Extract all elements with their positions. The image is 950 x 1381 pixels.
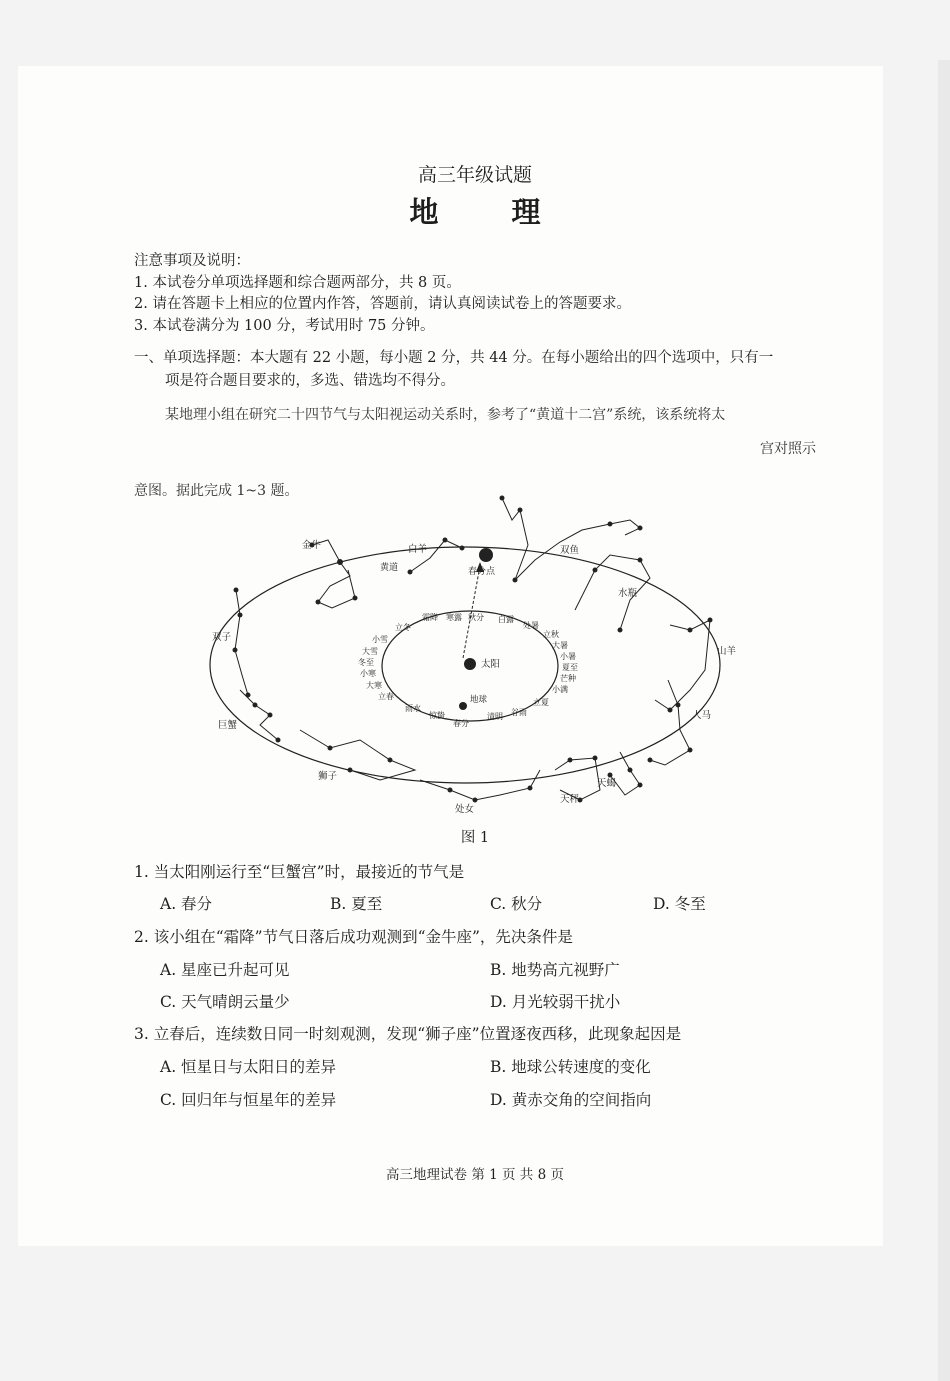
earth-marker: [459, 702, 467, 710]
svg-text:谷雨: 谷雨: [511, 708, 527, 717]
note-item: 2. 请在答题卡上相应的位置内作答，答题前，请认真阅读试卷上的答题要求。: [134, 296, 631, 312]
note-item: 1. 本试卷分单项选择题和综合题两部分，共 8 页。: [134, 275, 461, 291]
label-tiancheng: 天秤: [560, 794, 580, 805]
intro-line-cropped: 某地理小组在研究二十四节气与太阳视运动关系时，参考了“黄道十二宫”系统，该系统将太: [165, 407, 726, 423]
option-d[interactable]: D. 月光较弱干扰小: [490, 993, 621, 1011]
option-b[interactable]: B. 地球公转速度的变化: [490, 1058, 651, 1076]
intro-line-cropped: [134, 480, 298, 490]
option-a[interactable]: A. 恒星日与太阳日的差异: [160, 1058, 337, 1076]
svg-text:惊蛰: 惊蛰: [429, 711, 445, 720]
svg-text:霜降: 霜降: [422, 613, 438, 622]
solar-term-labels: [358, 612, 578, 728]
option-a[interactable]: A. 星座已升起可见: [160, 961, 290, 979]
svg-text:夏至: 夏至: [562, 663, 578, 672]
label-chunv: 处女: [455, 804, 475, 815]
page-footer: 高三地理试卷 第 1 页 共 8 页: [386, 1167, 564, 1183]
svg-text:白露: 白露: [498, 615, 514, 624]
question-stem: 1. 当太阳刚运行至“巨蟹宫”时，最接近的节气是: [134, 863, 465, 881]
svg-text:清明: 清明: [487, 712, 503, 721]
label-juxie: 巨蟹: [218, 720, 238, 731]
svg-text:春分: 春分: [453, 719, 469, 728]
svg-text:冬至: 冬至: [358, 658, 374, 667]
label-shuangzi: 双子: [212, 632, 232, 643]
equinox-line: [463, 566, 480, 658]
note-item: 3. 本试卷满分为 100 分，考试用时 75 分钟。: [134, 318, 435, 334]
section-heading-cont: 项是符合题目要求的，多选、错选均不得分。: [165, 373, 455, 389]
svg-text:秋分: 秋分: [468, 613, 484, 622]
svg-text:立冬: 立冬: [395, 623, 411, 632]
notes-heading: 注意事项及说明：: [134, 253, 250, 269]
label-shanyang: 山羊: [717, 646, 737, 657]
svg-text:立秋: 立秋: [543, 630, 559, 639]
svg-text:小寒: 小寒: [360, 669, 376, 678]
earth-label: 地球: [470, 695, 488, 705]
exam-title: 地 理: [409, 195, 563, 229]
svg-text:大雪: 大雪: [362, 647, 378, 656]
intro-line-fragment: 宫对照示: [760, 441, 816, 457]
label-jinniu: 金牛: [302, 540, 322, 551]
label-shuangyu: 双鱼: [560, 545, 580, 556]
option-b[interactable]: B. 地势高亢视野广: [490, 961, 620, 979]
option-c[interactable]: C. 回归年与恒星年的差异: [160, 1091, 337, 1109]
option-d[interactable]: D. 黄赤交角的空间指向: [490, 1091, 652, 1109]
section-heading: 一、单项选择题：本大题有 22 小题，每小题 2 分，共 44 分。在每小题给出的四个选项中，只有一: [134, 350, 774, 366]
label-shuiping: 水瓶: [618, 588, 638, 599]
svg-text:芒种: 芒种: [560, 674, 576, 683]
svg-text:小雪: 小雪: [372, 635, 388, 644]
spring-point-marker: [479, 548, 493, 562]
label-tianxie: 天蝎: [597, 778, 617, 789]
option-d[interactable]: D. 冬至: [653, 895, 706, 913]
svg-text:立春: 立春: [378, 692, 394, 701]
exam-subtitle: 高三年级试题: [417, 164, 532, 186]
label-baiyang: 白羊: [408, 544, 428, 555]
svg-text:大暑: 大暑: [552, 641, 568, 650]
option-a[interactable]: A. 春分: [160, 895, 213, 913]
label-renma: 人马: [692, 710, 712, 721]
spring-point-label: 春分点: [468, 567, 496, 577]
ecliptic-label: 黄道: [380, 563, 399, 573]
sun-label: 太阳: [481, 659, 501, 670]
figure-caption: 图 1: [460, 830, 490, 846]
option-c[interactable]: C. 秋分: [490, 895, 543, 913]
option-b[interactable]: B. 夏至: [330, 895, 383, 913]
svg-text:大寒: 大寒: [366, 681, 382, 690]
svg-text:立夏: 立夏: [533, 698, 549, 707]
question-stem: 3. 立春后，连续数日同一时刻观测，发现“狮子座”位置逐夜西移，此现象起因是: [134, 1025, 682, 1043]
option-c[interactable]: C. 天气晴朗云量少: [160, 993, 290, 1011]
svg-text:处暑: 处暑: [523, 621, 539, 630]
question-stem: 2. 该小组在“霜降”节气日落后成功观测到“金牛座”，先决条件是: [134, 928, 573, 946]
zodiac-diagram: [200, 490, 740, 820]
sun-marker: [464, 658, 476, 670]
svg-text:寒露: 寒露: [446, 613, 462, 622]
svg-text:小暑: 小暑: [560, 652, 576, 661]
label-shizi: 狮子: [318, 771, 338, 782]
svg-text:雨水: 雨水: [405, 704, 421, 713]
svg-text:小满: 小满: [552, 685, 568, 694]
